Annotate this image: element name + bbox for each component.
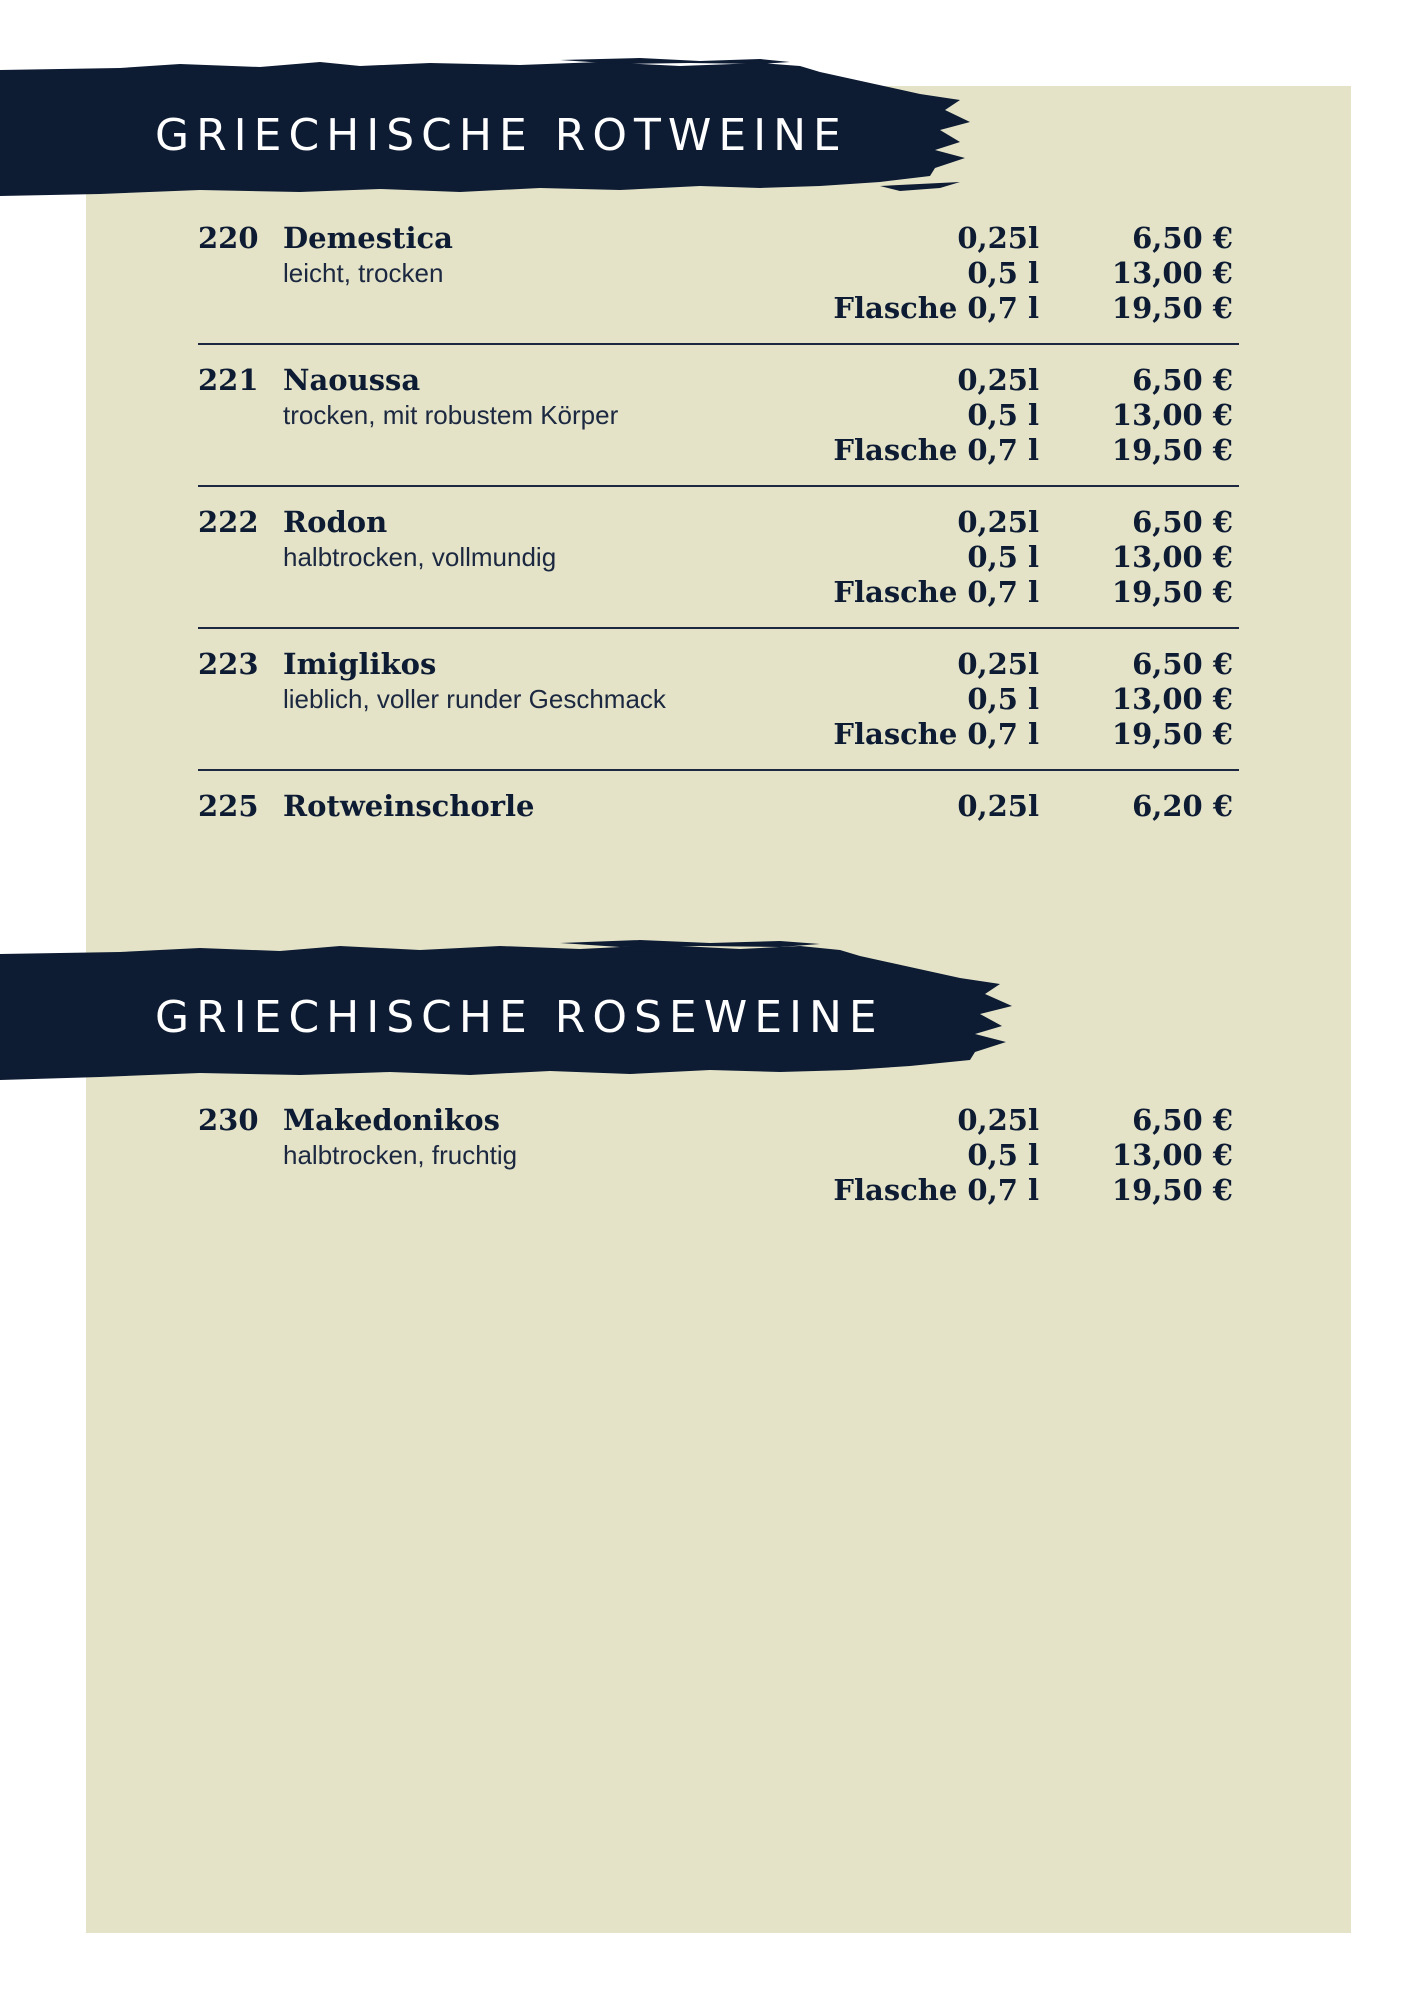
price-value: 19,50 € xyxy=(1111,717,1233,751)
price-value: 19,50 € xyxy=(1111,1173,1233,1207)
item-name: Rotweinschorle xyxy=(283,789,535,823)
list-item xyxy=(198,363,1239,487)
list-item xyxy=(198,221,1239,345)
size-label: 0,25l xyxy=(957,647,1039,681)
item-number: 223 xyxy=(198,647,259,681)
price-value: 19,50 € xyxy=(1111,291,1233,325)
size-label: 0,5 l xyxy=(967,540,1039,574)
section-title: GRIECHISCHE ROTWEINE xyxy=(155,110,848,161)
price-row xyxy=(689,682,1239,717)
price-value: 6,50 € xyxy=(1132,647,1233,681)
item-number: 221 xyxy=(198,363,259,397)
item-description: halbtrocken, fruchtig xyxy=(283,1140,518,1170)
size-label: 0,25l xyxy=(957,789,1039,823)
price-row xyxy=(689,1173,1239,1208)
price-row xyxy=(689,1138,1239,1173)
section-banner-roseweine xyxy=(0,940,1020,1090)
item-number: 225 xyxy=(198,789,259,823)
price-row xyxy=(689,717,1239,752)
size-label: Flasche 0,7 l xyxy=(833,1173,1039,1207)
price-value: 13,00 € xyxy=(1111,540,1233,574)
size-label: 0,25l xyxy=(957,221,1039,255)
price-value: 13,00 € xyxy=(1111,256,1233,290)
item-number: 230 xyxy=(198,1103,259,1137)
wine-list-roseweine xyxy=(198,1103,1239,1225)
price-row xyxy=(689,221,1239,256)
item-name: Makedonikos xyxy=(283,1103,500,1137)
size-label: 0,5 l xyxy=(967,398,1039,432)
item-description: lieblich, voller runder Geschmack xyxy=(283,684,666,714)
price-table xyxy=(689,363,1239,468)
price-value: 13,00 € xyxy=(1111,682,1233,716)
price-value: 6,50 € xyxy=(1132,363,1233,397)
price-row xyxy=(689,398,1239,433)
item-number: 222 xyxy=(198,505,259,539)
price-value: 19,50 € xyxy=(1111,433,1233,467)
price-row xyxy=(689,363,1239,398)
section-banner-rotweine xyxy=(0,58,980,208)
item-number: 220 xyxy=(198,221,259,255)
item-name: Naoussa xyxy=(283,363,421,397)
price-table xyxy=(689,1103,1239,1208)
item-name: Imiglikos xyxy=(283,647,437,681)
item-description: trocken, mit robustem Körper xyxy=(283,400,619,430)
price-row xyxy=(689,433,1239,468)
price-row xyxy=(689,575,1239,610)
price-value: 19,50 € xyxy=(1111,575,1233,609)
item-name: Rodon xyxy=(283,505,388,539)
price-table xyxy=(689,647,1239,752)
price-value: 6,20 € xyxy=(1132,789,1233,823)
size-label: Flasche 0,7 l xyxy=(833,717,1039,751)
size-label: 0,25l xyxy=(957,363,1039,397)
size-label: 0,25l xyxy=(957,505,1039,539)
size-label: 0,5 l xyxy=(967,1138,1039,1172)
price-row xyxy=(689,256,1239,291)
size-label: Flasche 0,7 l xyxy=(833,575,1039,609)
price-row xyxy=(689,291,1239,326)
price-value: 6,50 € xyxy=(1132,505,1233,539)
list-item xyxy=(198,1103,1239,1225)
size-label: Flasche 0,7 l xyxy=(833,433,1039,467)
price-row xyxy=(689,647,1239,682)
price-row xyxy=(689,540,1239,575)
item-description: halbtrocken, vollmundig xyxy=(283,542,557,572)
price-value: 6,50 € xyxy=(1132,1103,1233,1137)
list-item xyxy=(198,647,1239,771)
size-label: 0,25l xyxy=(957,1103,1039,1137)
item-name: Demestica xyxy=(283,221,453,255)
size-label: Flasche 0,7 l xyxy=(833,291,1039,325)
price-row xyxy=(689,505,1239,540)
price-value: 6,50 € xyxy=(1132,221,1233,255)
price-row xyxy=(689,1103,1239,1138)
price-value: 13,00 € xyxy=(1111,1138,1233,1172)
size-label: 0,5 l xyxy=(967,682,1039,716)
list-item xyxy=(198,789,1239,839)
price-table xyxy=(689,221,1239,326)
item-description: leicht, trocken xyxy=(283,258,444,288)
section-title: GRIECHISCHE ROSEWEINE xyxy=(155,992,884,1043)
list-item xyxy=(198,505,1239,629)
size-label: 0,5 l xyxy=(967,256,1039,290)
wine-list-rotweine xyxy=(198,221,1239,839)
price-table xyxy=(689,505,1239,610)
price-row xyxy=(689,789,1239,824)
price-value: 13,00 € xyxy=(1111,398,1233,432)
price-table xyxy=(689,789,1239,824)
